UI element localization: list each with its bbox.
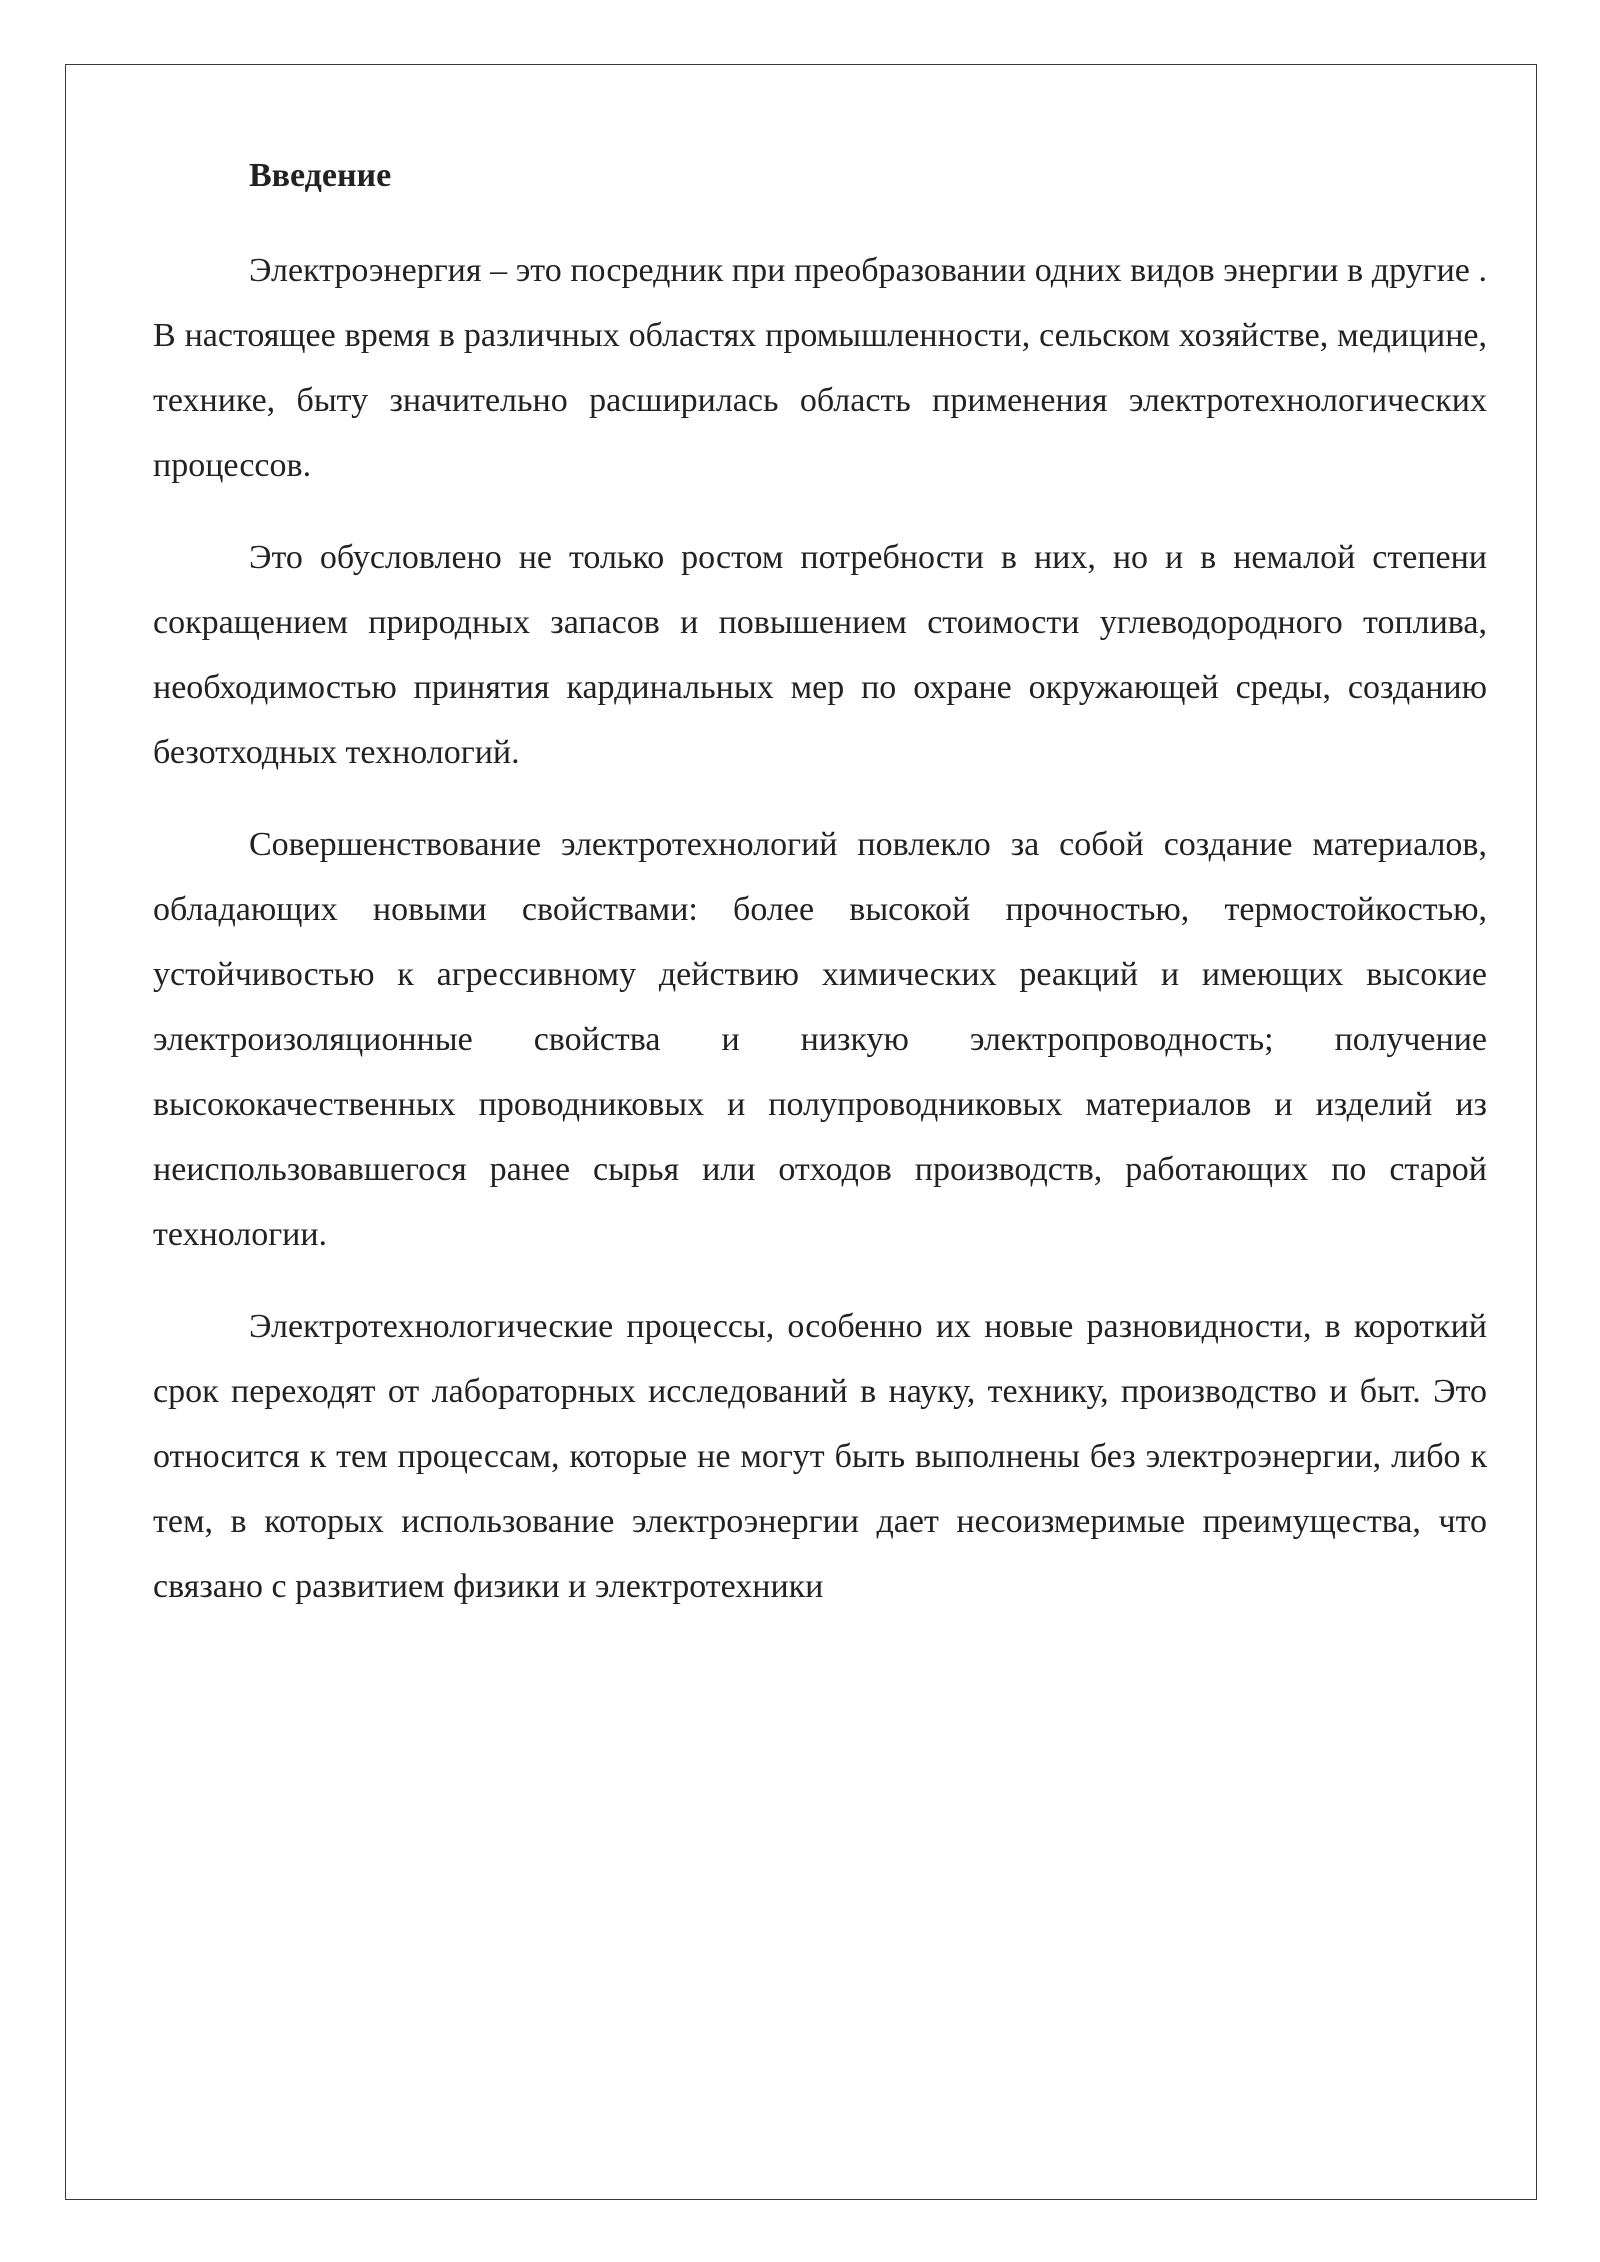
paragraph-3: Совершенствование электротехнологий повлекло за собой создание материалов, обладающих новыми свойствами: более высокой прочностью, термостойкостью, устойчивостью к агрессивному действию химических реакций и имеющих высокие электроизоляционные свойства и низкую электропроводность; получение высококачественных проводниковых и полупроводниковых материалов и изделий из неиспользовавшегося ранее сырья или отходов производств, работающих по старой технологии.	[153, 826, 1487, 1253]
paragraph-1: Электроэнергия – это посредник при преобразовании одних видов энергии в другие . В настоящее время в различных областях промышленности, сельском хозяйстве, медицине, технике, быту значительно расширилась область применения электротехнологических процессов.	[153, 252, 1487, 484]
document-body	[153, 146, 1487, 1646]
paragraph-4: Электротехнологические процессы, особенно их новые разновидности, в короткий срок переходят от лабораторных исследований в науку, технику, производство и быт. Это относится к тем процессам, которые не могут быть выполнены без электроэнергии, либо к тем, в которых использование электроэнергии дает несоизмеримые преимущества, что связано с развитием физики и электротехники	[153, 1308, 1487, 1605]
section-heading: Введение	[249, 157, 392, 194]
paragraph-2: Это обусловлено не только ростом потребности в них, но и в немалой степени сокращением природных запасов и повышением стоимости углеводородного топлива, необходимостью принятия кардинальных мер по охране окружающей среды, созданию безотходных технологий.	[153, 539, 1487, 771]
